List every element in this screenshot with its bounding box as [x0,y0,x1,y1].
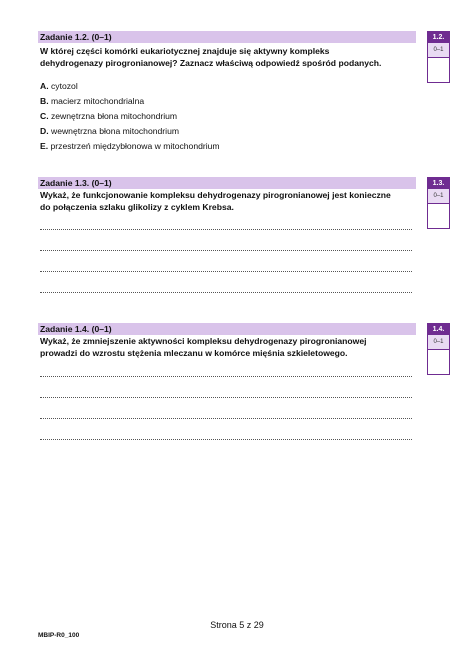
option-d[interactable]: D. wewnętrzna błona mitochondrium [40,126,180,136]
task-1-2-score-box [427,31,450,83]
task-1-4-question-line1: Wykaż, że zmniejszenie aktywności kompleksu dehydrogenazy pirogronianowej [40,336,367,346]
task-1-3-answer-line-3[interactable] [40,271,412,272]
task-1-3-question-line2: do połączenia szlaku glikolizy z cyklem Krebsa. [40,202,234,212]
task-1-4-answer-line-2[interactable] [40,397,412,398]
option-e[interactable]: E. przestrzeń międzybłonowa w mitochondrium [40,141,220,151]
task-1-3-header: Zadanie 1.3. (0–1) [38,177,416,189]
task-1-3-score-range: 0–1 [428,189,449,204]
task-1-3-score-box [427,177,450,229]
task-1-2-header: Zadanie 1.2. (0–1) [38,31,416,43]
task-1-4-score-range: 0–1 [428,335,449,350]
task-1-4-question-line2: prowadzi do wzrostu stężenia mleczanu w komórce mięśnia szkieletowego. [40,348,348,358]
task-1-3-answer-line-2[interactable] [40,250,412,251]
task-1-4-score-field [428,350,449,374]
task-1-3-score-field [428,204,449,228]
task-1-2-score-number: 1.2. [428,32,449,43]
task-1-2-question-line1: W której części komórki eukariotycznej znajduje się aktywny kompleks [40,46,330,56]
task-1-2-question [40,45,416,69]
task-1-3-answer-line-4[interactable] [40,292,412,293]
task-1-4-answer-line-3[interactable] [40,418,412,419]
exam-code: MBIP-R0_100 [38,632,80,639]
task-1-2-score-range: 0–1 [428,43,449,58]
page-number: Strona 5 z 29 [210,620,264,630]
task-1-4-header: Zadanie 1.4. (0–1) [38,323,416,335]
option-b[interactable]: B. macierz mitochondrialna [40,96,145,106]
task-1-3-score-number: 1.3. [428,178,449,189]
task-1-4-question [40,335,416,359]
task-1-4-answer-line-4[interactable] [40,439,412,440]
task-1-2-options [40,80,220,155]
task-1-2-question-line2: dehydrogenazy pirogronianowej? Zaznacz właściwą odpowiedź spośród podanych. [40,58,382,68]
task-1-3-question-line1: Wykaż, że funkcjonowanie kompleksu dehydrogenazy pirogronianowej jest konieczne [40,190,391,200]
option-a[interactable]: A. cytozol [40,81,78,91]
task-1-4-score-box [427,323,450,375]
task-1-3-question [40,189,416,213]
task-1-4-score-number: 1.4. [428,324,449,335]
option-c[interactable]: C. zewnętrzna błona mitochondrium [40,111,178,121]
task-1-4-answer-line-1[interactable] [40,376,412,377]
task-1-2-score-field [428,58,449,82]
task-1-3-answer-line-1[interactable] [40,229,412,230]
